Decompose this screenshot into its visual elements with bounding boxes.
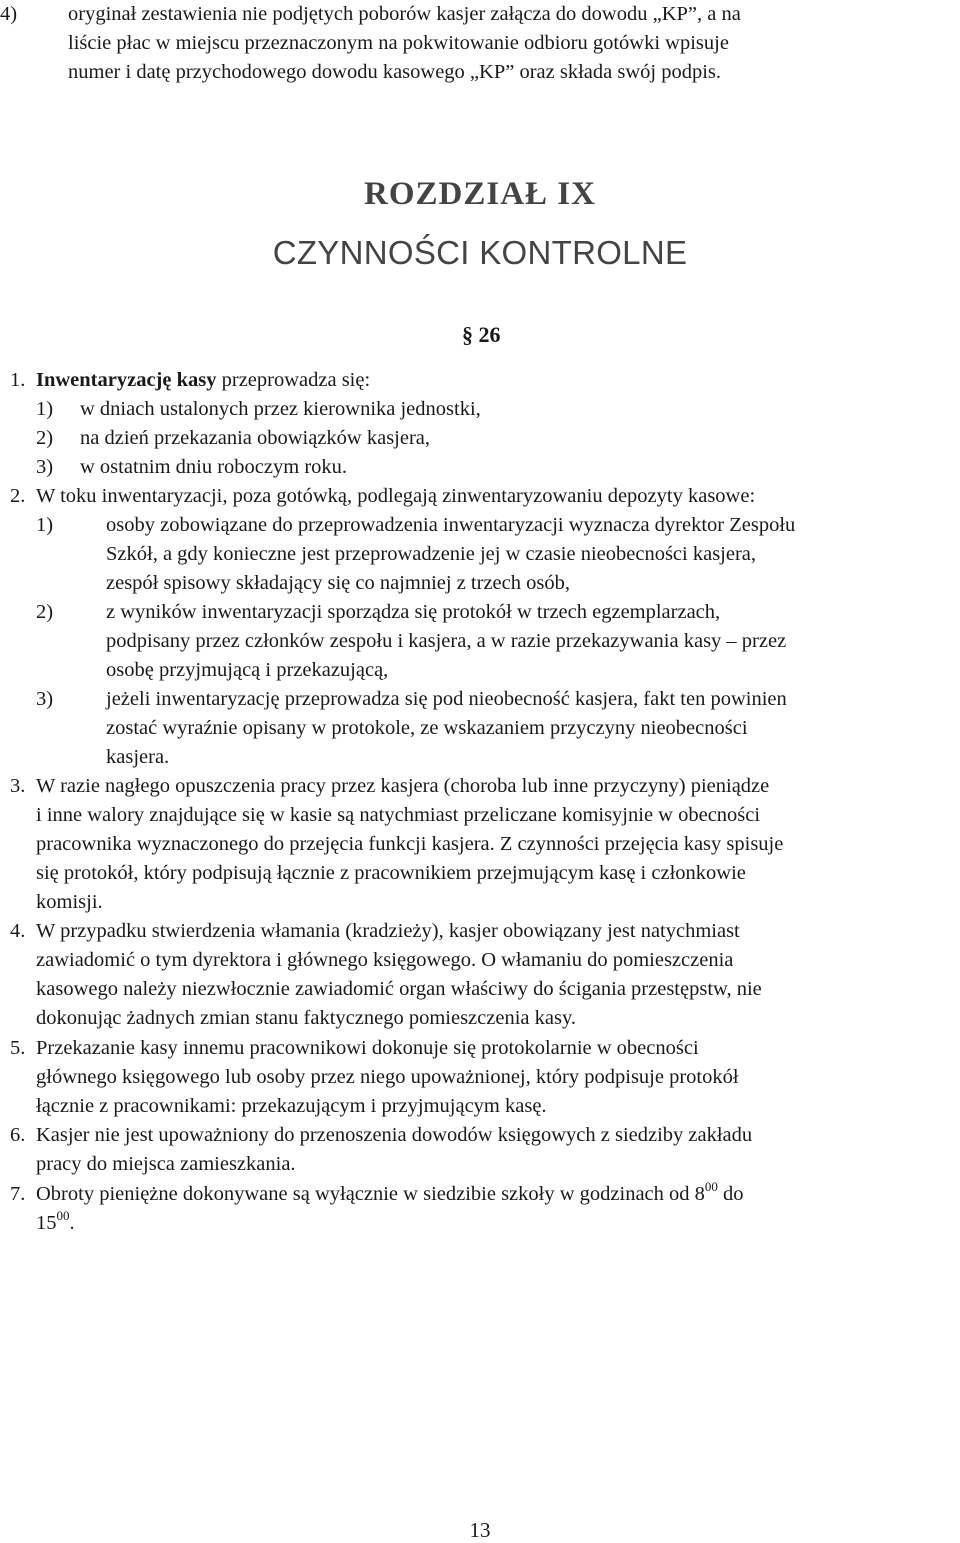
section-heading	[462, 322, 501, 348]
hours-minutes-sup: 00	[704, 1179, 718, 1194]
list-number: 1)	[36, 398, 54, 420]
list-item-text: w ostatnim dniu roboczym roku.	[80, 456, 348, 478]
paragraph-line: Przekazanie kasy innemu pracownikowi dokonuje się protokolarnie w obecności	[36, 1037, 699, 1059]
hours-end-sup: 00	[56, 1208, 70, 1223]
paragraph-line: dokonując żadnych zmian stanu faktycznego pomieszczenia kasy.	[36, 1007, 576, 1029]
paragraph-number: 6.	[10, 1124, 26, 1146]
paragraph-line: i inne walory znajdujące się w kasie są natychmiast przeliczane komisyjnie w obecności	[36, 804, 761, 826]
paragraph-line: W razie nagłego opuszczenia pracy przez kasjera (choroba lub inne przyczyny) pieniądze	[36, 775, 770, 797]
list-number: 4)	[0, 3, 18, 25]
bold-lead: Inwentaryzację kasy	[36, 369, 217, 391]
list-item-line: osoby zobowiązane do przeprowadzenia inwentaryzacji wyznacza dyrektor Zespołu	[106, 514, 796, 536]
section-sign: §	[462, 322, 473, 347]
paragraph-line: głównego księgowego lub osoby przez niego upoważnionej, który podpisuje protokół	[36, 1066, 739, 1088]
paragraph-line	[36, 1209, 75, 1238]
list-item-line: zostać wyraźnie opisany w protokole, ze wskazaniem przyczyny nieobecności	[106, 717, 748, 739]
chapter-title: CZYNNOŚCI KONTROLNE	[272, 234, 688, 271]
list-item-line: z wyników inwentaryzacji sporządza się protokół w trzech egzemplarzach,	[106, 601, 721, 623]
paragraph-line: kasowego należy niezwłocznie zawiadomić organ właściwy do ścigania przestępstw, nie	[36, 978, 762, 1000]
list-item-line: Szkół, a gdy konieczne jest przeprowadzenie jej w czasie nieobecności kasjera,	[106, 543, 757, 565]
list-item-line: osobę przyjmującą i przekazującą,	[106, 659, 389, 681]
top-item-line: numer i datę przychodowego dowodu kasowego „KP” oraz składa swój podpis.	[68, 61, 721, 83]
paragraph-line: się protokół, który podpisują łącznie z pracownikiem przejmującym kasę i członkowie	[36, 862, 746, 884]
paragraph-number: 7.	[10, 1183, 26, 1205]
list-item-line: kasjera.	[106, 746, 170, 768]
paragraph-number: 1.	[10, 369, 26, 391]
paragraph-number: 5.	[10, 1037, 26, 1059]
paragraph-line: łącznie z pracownikami: przekazującym i przyjmującym kasę.	[36, 1095, 547, 1117]
hours-tail: do	[717, 1183, 744, 1205]
paragraph-line: komisji.	[36, 891, 103, 913]
list-number: 3)	[36, 456, 54, 478]
paragraph-line: pracownika wyznaczonego do przejęcia funkcji kasjera. Z czynności przejęcia kasy spisuje	[36, 833, 784, 855]
hours-end: 15	[36, 1212, 57, 1234]
list-number: 2)	[36, 601, 54, 623]
paragraph-number: 3.	[10, 775, 26, 797]
section-number: 26	[478, 322, 501, 347]
top-item-line: liście płac w miejscu przeznaczonym na pokwitowanie odbioru gotówki wpisuje	[68, 32, 729, 54]
paragraph-number: 2.	[10, 485, 26, 507]
paragraph-line: W przypadku stwierdzenia włamania (kradzieży), kasjer obowiązany jest natychmiast	[36, 920, 740, 942]
top-item-line: oryginał zestawienia nie podjętych poborów kasjer załącza do dowodu „KP”, a na	[68, 3, 741, 25]
paragraph-lead	[36, 366, 370, 395]
paragraph-line: zawiadomić o tym dyrektora i głównego księgowego. O włamaniu do pomieszczenia	[36, 949, 734, 971]
paragraph-number: 4.	[10, 920, 26, 942]
page-number: 13	[469, 1518, 491, 1542]
list-number: 2)	[36, 427, 54, 449]
paragraph-line	[36, 1180, 744, 1209]
chapter-heading: ROZDZIAŁ IX	[364, 176, 596, 212]
list-number: 3)	[36, 688, 54, 710]
list-item-line: jeżeli inwentaryzację przeprowadza się pod nieobecność kasjera, fakt ten powinien	[106, 688, 787, 710]
list-item-line: zespół spisowy składający się co najmniej z trzech osób,	[106, 572, 570, 594]
hours-text: Obroty pieniężne dokonywane są wyłącznie w siedzibie szkoły w godzinach od 8	[36, 1183, 705, 1205]
list-item-text: w dniach ustalonych przez kierownika jednostki,	[80, 398, 481, 420]
paragraph-lead: W toku inwentaryzacji, poza gotówką, podlegają zinwentaryzowaniu depozyty kasowe:	[36, 485, 756, 507]
list-number: 1)	[36, 514, 54, 536]
list-item-text: na dzień przekazania obowiązków kasjera,	[80, 427, 431, 449]
paragraph-line: pracy do miejsca zamieszkania.	[36, 1153, 296, 1175]
hours-end-tail: .	[69, 1212, 75, 1234]
paragraph-line: Kasjer nie jest upoważniony do przenoszenia dowodów księgowych z siedziby zakładu	[36, 1124, 753, 1146]
list-item-line: podpisany przez członków zespołu i kasjera, a w razie przekazywania kasy – przez	[106, 630, 787, 652]
lead-rest: przeprowadza się:	[216, 369, 371, 391]
